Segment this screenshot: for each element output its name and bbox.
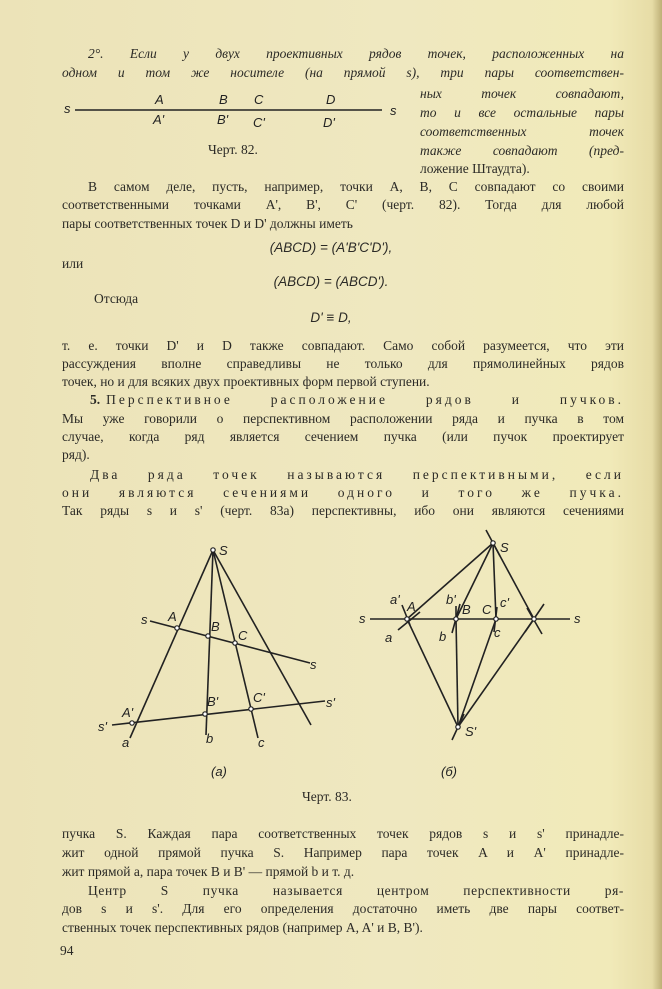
theorem-line-2: одном и том же носителе (на прямой s), три пары соответствен- [62, 65, 624, 80]
fig83b-Sp: S' [465, 724, 477, 739]
section-title: Перспективное расположение рядов и пучков. [106, 392, 624, 407]
after-line-1: т. е. точки D' и D также совпадают. Само собой разумеется, что эти [62, 338, 624, 353]
closing-line-5: дов s и s'. Для его определения достаточно иметь две пары соответ- [62, 901, 624, 916]
theorem-side-1: ных точек совпадают, [420, 86, 624, 101]
fig82-C1: C' [253, 115, 265, 130]
fig83a-B: B [211, 619, 220, 634]
fig83-caption: Черт. 83. [302, 789, 352, 804]
fig83a-a: a [122, 735, 130, 750]
fig83b-a1: a' [390, 592, 400, 607]
definition-line-1: Два ряда точек называются перспективными, если [90, 467, 624, 482]
hence-word: Отсюда [94, 291, 139, 306]
closing-line-3: жит прямой a, пара точек B и B' — прямой b и т. д. [62, 864, 355, 879]
closing-line-4: Центр S пучка называется центром перспективности ря- [88, 883, 624, 898]
definition-follow: Так ряды s и s' (черт. 83а) перспективны, ибо они являются сечениями [62, 503, 624, 518]
theorem-side-5: ложение Штаудта). [420, 161, 530, 176]
fig83a-B1: B' [207, 694, 219, 709]
fig83b-c: c [494, 625, 501, 640]
fig82-D: D [326, 92, 336, 107]
proof-line-2: соответственными точками A', B', C' (черт. 82). Тогда для любой [62, 197, 624, 212]
theorem-line-1: 2°. Если у двух проективных рядов точек, расположенных на [88, 46, 624, 61]
formula-1: (ABCD) = (A'B'C'D'), [269, 240, 393, 255]
section-number: 5. [90, 392, 101, 407]
after-line-3: точек, но и для всяких двух проективных форм первой ступени. [62, 374, 430, 389]
fig83b-b1: b' [446, 592, 456, 607]
fig83-sub-a: (а) [211, 764, 227, 779]
fig82-s-left: s [64, 101, 71, 116]
fig83b-S: S [500, 540, 509, 555]
figure-83a [112, 548, 325, 738]
fig83a-A1: A' [122, 705, 134, 720]
theorem-side-4: также совпадают (пред- [420, 143, 624, 158]
fig83b-B: B [462, 602, 471, 617]
or-word: или [62, 256, 84, 271]
fig83a-b: b [206, 731, 214, 746]
fig83b-A: A [407, 599, 416, 614]
figure-83b [370, 530, 570, 740]
fig83b-s: s [359, 611, 366, 626]
fig82-D1: D' [323, 115, 335, 130]
proof-line-1: В самом деле, пусть, например, точки A, B, C совпадают со своими [88, 179, 624, 194]
proof-line-3: пары соответственных точек D и D' должны иметь [62, 216, 353, 231]
section-text-1: Мы уже говорили о перспективном расположении ряда и пучка в том [62, 411, 624, 426]
fig83a-sp: s' [98, 719, 107, 734]
fig83a-sp2: s' [326, 695, 335, 710]
fig82-C: C [254, 92, 264, 107]
fig83a-s2: s [310, 657, 317, 672]
fig83a-c: c [258, 735, 265, 750]
fig83a-A: A [168, 609, 177, 624]
fig83b-a: a [385, 630, 393, 645]
page-number: 94 [60, 943, 74, 958]
closing-line-1: пучка S. Каждая пара соответственных точек рядов s и s' принадле- [62, 826, 624, 841]
section-heading [90, 392, 624, 408]
theorem-side-2: то и все остальные пары [420, 105, 624, 120]
fig83a-C: C [238, 628, 248, 643]
formula-2: (ABCD) = (ABCD'). [273, 274, 389, 289]
fig82-s-right: s [390, 103, 397, 118]
fig83-sub-b: (б) [441, 764, 457, 779]
definition-line-2: они являются сечениями одного и того же пучка. [62, 485, 624, 500]
formula-3: D' ≡ D, [310, 310, 352, 325]
fig82-A: A [155, 92, 164, 107]
fig82-B1: B' [217, 112, 229, 127]
closing-line-6: ственных точек перспективных рядов (например A, A' и B, B'). [62, 920, 423, 935]
after-line-2: рассуждения вполне справедливы не только для прямолинейных рядов [62, 356, 624, 371]
fig82-caption: Черт. 82. [208, 142, 258, 157]
section-text-3: ряд). [62, 447, 90, 462]
fig82-A1: A' [153, 112, 165, 127]
fig82-B: B [219, 92, 228, 107]
fig83a-S: S [219, 543, 228, 558]
fig83a-C1: C' [253, 690, 265, 705]
fig83a-s: s [141, 612, 148, 627]
theorem-side-3: соответственных точек [420, 124, 624, 139]
fig83b-b: b [439, 629, 447, 644]
fig83b-C: C [482, 602, 492, 617]
fig83b-c1: c' [500, 595, 509, 610]
fig83b-s2: s [574, 611, 581, 626]
closing-line-2: жит одной прямой пучка S. Например пара точек A и A' принадле- [62, 845, 624, 860]
section-text-2: случае, когда ряд является сечением пучка (или пучок проектирует [62, 429, 624, 444]
